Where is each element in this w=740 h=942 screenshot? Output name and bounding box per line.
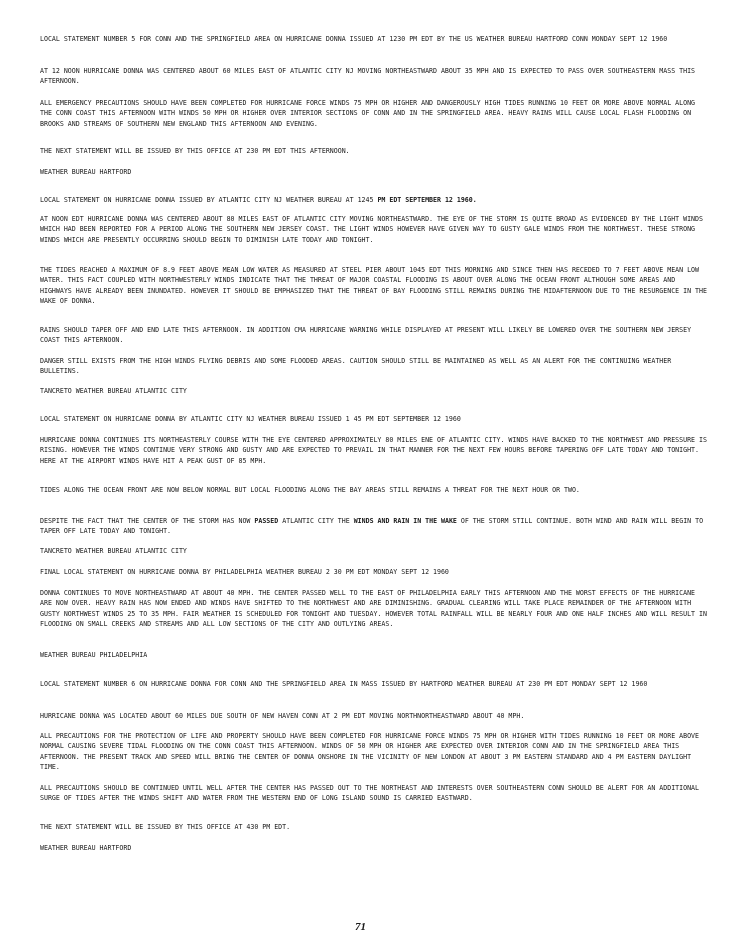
statement-4-header: FINAL LOCAL STATEMENT ON HURRICANE DONNA BY PHILADELPHIA WEATHER BUREAU 2 30 PM EDT MONDAY SEPT 12 1960 bbox=[40, 568, 449, 576]
statement-4-signature: WEATHER BUREAU PHILADELPHIA bbox=[40, 651, 148, 659]
statement-1-paragraph-1: AT 12 NOON HURRICANE DONNA WAS CENTERED ABOUT 60 MILES EAST OF ATLANTIC CITY NJ MOVING NORTHEASTWARD ABOUT 35 MPH AND IS EXPECTED TO PASS OVER SOUTHEASTERN MASS THIS AFTERNOON. bbox=[40, 67, 696, 86]
statement-3-paragraph-1: HURRICANE DONNA CONTINUES ITS NORTHEASTERLY COURSE WITH THE EYE CENTERED APPROXIMATELY 80 MILES ENE OF ATLANTIC CITY. WINDS HAVE BACKED TO THE NORTHWEST AND PRESSURE IS RISING. HOWEVER THE WINDS CONTINUE VERY STRONG AND GUSTY AND ARE EXPECTED TO PREVAIL IN THAT MANNER FOR THE NEXT FEW HOURS BEFORE TAPERING OFF LATE TODAY AND TONIGHT. HERE AT THE AIRPORT WINDS HAVE HIT A PEAK GUST OF 85 MPH. bbox=[40, 436, 707, 465]
statement-1-paragraph-3: THE NEXT STATEMENT WILL BE ISSUED BY THIS OFFICE AT 230 PM EDT THIS AFTERNOON. bbox=[40, 147, 350, 155]
statement-5-paragraph-4: THE NEXT STATEMENT WILL BE ISSUED BY THIS OFFICE AT 430 PM EDT. bbox=[40, 823, 291, 831]
statement-2-paragraph-2: THE TIDES REACHED A MAXIMUM OF 8.9 FEET ABOVE MEAN LOW WATER AS MEASURED AT STEEL PIER ABOUT 1045 EDT THIS MORNING AND SINCE THEN HAS RECEDED TO 7 FEET ABOVE MEAN LOW WATER. THIS FACT COUPLED WITH NORTHWESTERLY WINDS INDICATE THAT THE THREAT OF MAJOR COASTAL FLOODING IS ABOUT OVER ALONG THE OCEAN FRONT ALTHOUGH SOME AREAS AND HIGHWAYS HAVE ALREADY BEEN INUNDATED. HOWEVER IT SHOULD BE EMPHASIZED THAT THE THREAT OF BAY FLOODING STILL REMAINS DURING THE MIDAFTERNOON DUE TO THE RESURGENCE IN THE WAKE OF DONNA. bbox=[40, 266, 707, 306]
statement-4-paragraph-1: DONNA CONTINUES TO MOVE NORTHEASTWARD AT ABOUT 40 MPH. THE CENTER PASSED WELL TO THE EAST OF PHILADELPHIA EARLY THIS AFTERNOON AND THE WORST EFFECTS OF THE HURRICANE ARE NOW OVER. HEAVY RAIN HAS NOW ENDED AND WINDS HAVE SHIFTED TO THE NORTHWEST AND ARE DIMINISHING. GRADUAL CLEARING WILL TAKE PLACE REMAINDER OF THE AFTERNOON WITH GUSTY NORTHWEST WINDS 25 TO 35 MPH. FAIR WEATHER IS SCHEDULED FOR TONIGHT AND TUESDAY. HOWEVER TOTAL RAINFALL WILL BE NEARLY FOUR AND ONE HALF INCHES AND WILL RESULT IN FLOODING ON SMALL CREEKS AND STREAMS AND ALL LOW SECTIONS OF THE CITY AND OUTLYING AREAS. bbox=[40, 589, 707, 629]
statement-3-p3-bold-wake: WINDS AND RAIN IN THE WAKE bbox=[353, 517, 457, 525]
statement-3-header: LOCAL STATEMENT ON HURRICANE DONNA BY ATLANTIC CITY NJ WEATHER BUREAU ISSUED 1 45 PM EDT SEPTEMBER 12 1960 bbox=[40, 415, 461, 423]
statement-2-header bbox=[40, 195, 708, 205]
statement-3-signature: TANCRETO WEATHER BUREAU ATLANTIC CITY bbox=[40, 547, 187, 555]
statement-1-header: LOCAL STATEMENT NUMBER 5 FOR CONN AND THE SPRINGFIELD AREA ON HURRICANE DONNA ISSUED AT 1230 PM EDT BY THE US WEATHER BUREAU HARTFORD CONN MONDAY SEPT 12 1960 bbox=[40, 35, 668, 43]
statement-3-paragraph-3 bbox=[40, 516, 708, 537]
statement-2-header-bold: PM EDT SEPTEMBER 12 1960. bbox=[377, 196, 477, 204]
statement-5-signature: WEATHER BUREAU HARTFORD bbox=[40, 844, 132, 852]
page-number: 71 bbox=[355, 921, 366, 933]
statement-2-signature: TANCRETO WEATHER BUREAU ATLANTIC CITY bbox=[40, 387, 187, 395]
statement-2-paragraph-4: DANGER STILL EXISTS FROM THE HIGH WINDS FLYING DEBRIS AND SOME FLOODED AREAS. CAUTION SHOULD STILL BE MAINTAINED AS WELL AS AN ALERT FOR THE CONTINUING WEATHER BULLETINS. bbox=[40, 357, 672, 376]
statement-3-p3-text-e: OF THE STORM STILL CONTINUE. bbox=[460, 517, 573, 525]
statement-3-p3-passed: PASSED bbox=[254, 517, 279, 525]
statement-5-paragraph-3: ALL PRECAUTIONS SHOULD BE CONTINUED UNTIL WELL AFTER THE CENTER HAS PASSED OUT TO THE NORTHEAST AND INTERESTS OVER SOUTHEASTERN CONN SHOULD BE ALERT FOR AN ADDITIONAL SURGE OF TIDES AFTER THE WINDS SHIFT AND WATER FROM THE WESTERN END OF LONG ISLAND SOUND IS CARRIED EASTWARD. bbox=[40, 784, 699, 803]
statement-5-paragraph-1: HURRICANE DONNA WAS LOCATED ABOUT 60 MILES DUE SOUTH OF NEW HAVEN CONN AT 2 PM EDT MOVING NORTHNORTHEASTWARD ABOUT 40 MPH. bbox=[40, 712, 525, 720]
statement-2-paragraph-3: RAINS SHOULD TAPER OFF AND END LATE THIS AFTERNOON. IN ADDITION CMA HURRICANE WARNING WHILE DISPLAYED AT PRESENT WILL LIKELY BE LOWERED OVER THE SOUTHERN NEW JERSEY COAST THIS AFTERNOON. bbox=[40, 326, 692, 345]
statement-2-paragraph-1: AT NOON EDT HURRICANE DONNA WAS CENTERED ABOUT 80 MILES EAST OF ATLANTIC CITY MOVING NORTHEASTWARD. THE EYE OF THE STORM IS QUITE BROAD AS EVIDENCED BY THE LIGHT WINDS WHICH HAD BEEN REPORTED FOR A PERIOD ALONG THE SOUTHERN NEW JERSEY COAST. THE LIGHT WINDS HOWEVER HAVE GIVEN WAY TO GUSTY GALE WINDS FROM THE NORTHWEST. THESE STRONG WINDS WHICH ARE PRESENTLY OCCURRING SHOULD BEGIN TO DIMINISH LATE TODAY AND TONIGHT. bbox=[40, 215, 703, 244]
statement-3-p3-text-c: ATLANTIC CITY THE bbox=[282, 517, 350, 525]
statement-1-paragraph-2: ALL EMERGENCY PRECAUTIONS SHOULD HAVE BEEN COMPLETED FOR HURRICANE FORCE WINDS 75 MPH OR HIGHER AND DANGEROUSLY HIGH TIDES RUNNING 10 FEET OR MORE ABOVE NORMAL ALONG THE CONN COAST THIS AFTERNOON WITH WINDS 50 MPH OR HIGHER OVER INTERIOR SECTIONS OF CONN AND IN THE SPRINGFIELD AREA. HEAVY RAINS WILL CAUSE LOCAL FLASH FLOODING ON BROOKS AND STREAMS OF SOUTHERN NEW ENGLAND THIS AFTERNOON AND EVENING. bbox=[40, 99, 696, 128]
statement-5-paragraph-2: ALL PRECAUTIONS FOR THE PROTECTION OF LIFE AND PROPERTY SHOULD HAVE BEEN COMPLETED FOR HURRICANE FORCE WINDS 75 MPH OR HIGHER WITH TIDES RUNNING 10 FEET OR MORE ABOVE NORMAL CAUSING SEVERE TIDAL FLOODING ON THE CONN COAST THIS AFTERNOON. WINDS OF 50 MPH OR HIGHER ARE EXPECTED OVER INTERIOR CONN AND IN THE SPRINGFIELD AREA THIS AFTERNOON. THE PRESENT TRACK AND SPEED WILL BRING THE CENTER OF DONNA ONSHORE IN THE VICINITY OF NEW LONDON AT ABOUT 3 PM EASTERN STANDARD AND 4 PM EASTERN DAYLIGHT TIME. bbox=[40, 732, 699, 772]
statement-3-p3-text-f: BOTH WIND AND RAIN WILL BEGIN TO TAPER OFF LATE TODAY AND TONIGHT. bbox=[40, 517, 704, 536]
statement-2-header-text: LOCAL STATEMENT ON HURRICANE DONNA ISSUED BY ATLANTIC CITY NJ WEATHER BUREAU AT 1245 bbox=[40, 196, 374, 204]
statement-1-signature: WEATHER BUREAU HARTFORD bbox=[40, 168, 132, 176]
statement-3-p3-text-a: DESPITE THE FACT THAT THE CENTER OF THE STORM HAS NOW bbox=[40, 517, 251, 525]
statement-5-header: LOCAL STATEMENT NUMBER 6 ON HURRICANE DONNA FOR CONN AND THE SPRINGFIELD AREA IN MASS ISSUED BY HARTFORD WEATHER BUREAU AT 230 PM EDT MONDAY SEPT 12 1960 bbox=[40, 680, 648, 688]
statement-3-paragraph-2: TIDES ALONG THE OCEAN FRONT ARE NOW BELOW NORMAL BUT LOCAL FLOODING ALONG THE BAY AREAS STILL REMAINS A THREAT FOR THE NEXT HOUR OR TWO. bbox=[40, 486, 580, 494]
